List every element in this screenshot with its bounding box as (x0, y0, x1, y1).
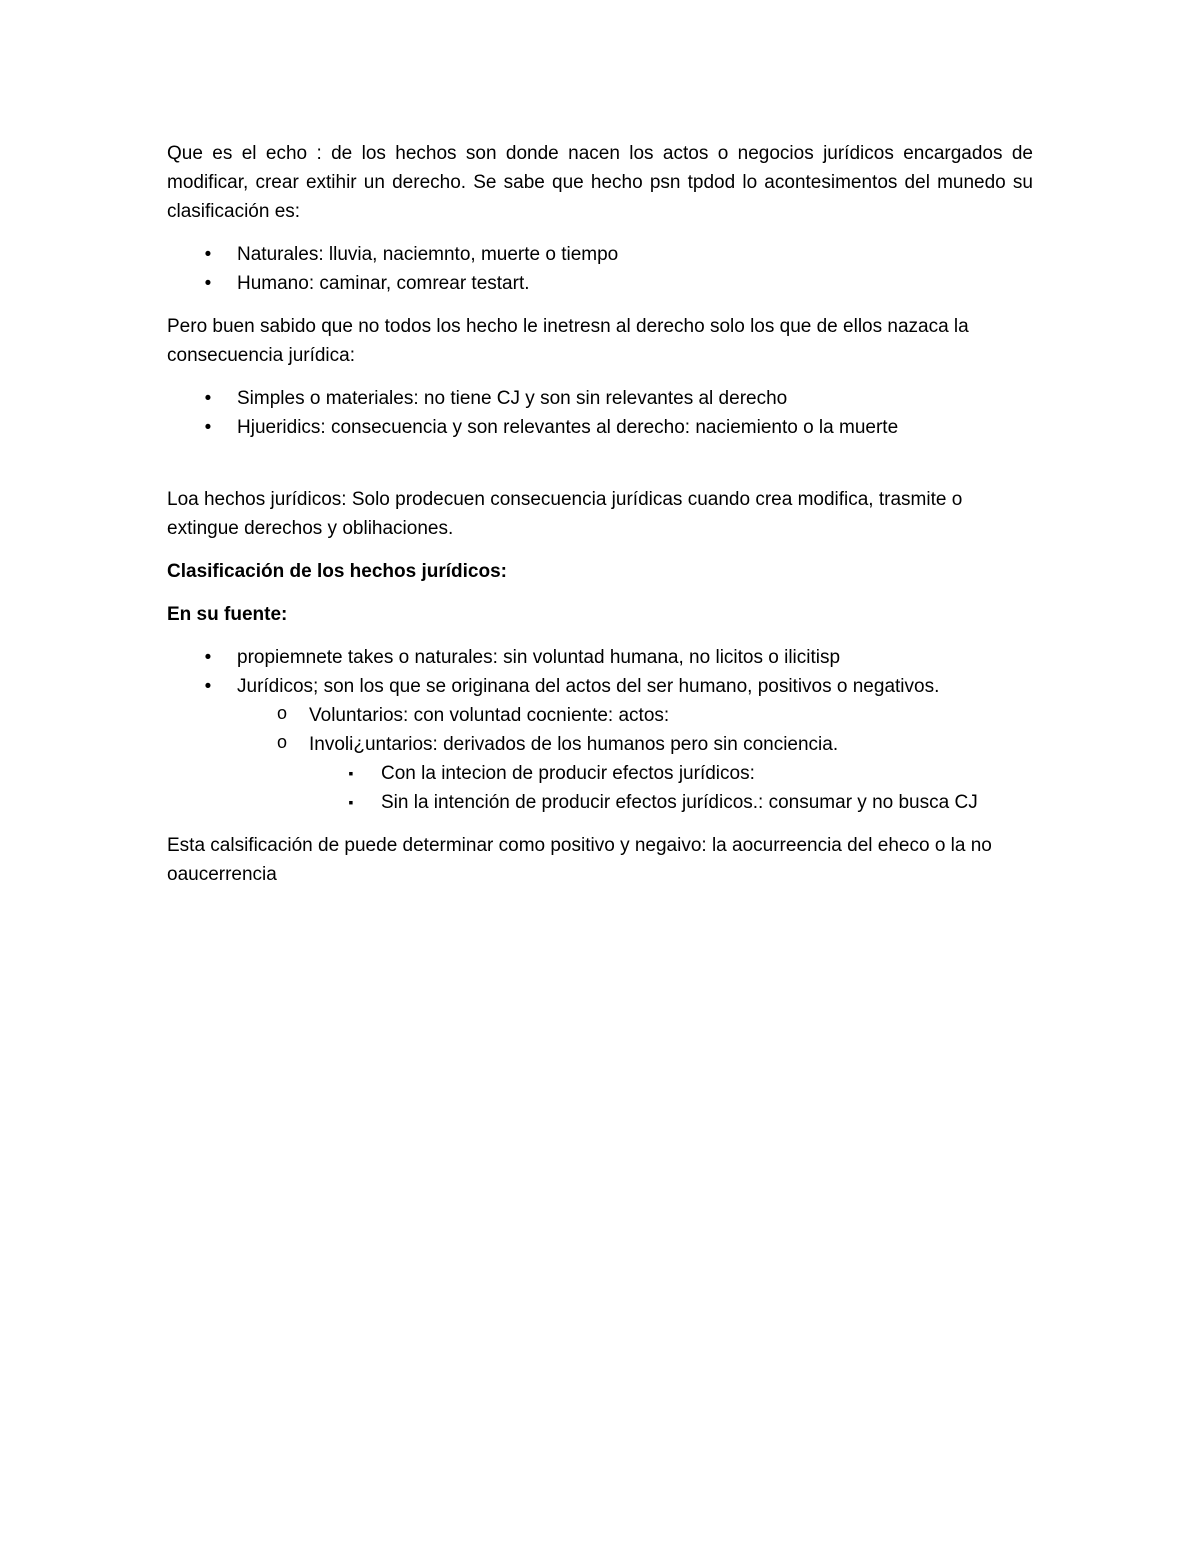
paragraph-juridic-facts: Loa hechos jurídicos: Solo prodecuen consecuencia jurídicas cuando crea modifica, trasmite o extingue derechos y oblihaciones. (167, 489, 963, 539)
bullet-icon: • (204, 273, 212, 294)
list-item (167, 240, 1033, 269)
bullet-icon: • (204, 676, 212, 697)
bullet-icon: • (204, 417, 212, 438)
sub-sub-list (309, 759, 1033, 817)
sub-sub-list-item-text: Con la intecion de producir efectos jurídicos: (381, 763, 755, 784)
natural-human-list (167, 240, 1033, 298)
heading-classification: Clasificación de los hechos jurídicos: (167, 561, 507, 582)
sub-sub-list-item (348, 788, 1033, 817)
list-item-text: Hjueridics: consecuencia y son relevantes al derecho: naciemiento o la muerte (237, 417, 899, 438)
sub-sub-list-item-text: Sin la intención de producir efectos jurídicos.: consumar y no busca CJ (381, 792, 978, 813)
list-item-text: propiemnete takes o naturales: sin voluntad humana, no licitos o ilicitisp (237, 647, 841, 668)
sub-list-item-text: Involi¿untarios: derivados de los humanos pero sin conciencia. (309, 734, 839, 755)
sub-list-item-text: Voluntarios: con voluntad cocniente: actos: (309, 705, 670, 726)
intro-paragraph: Que es el echo : de los hechos son donde nacen los actos o negocios jurídicos encargados de modificar, crear extihir un derecho. Se sabe que hecho psn tpdod lo acontesimentos del munedo su clasificación es: (167, 143, 1033, 222)
list-item-text: Humano: caminar, comrear testart. (237, 273, 530, 294)
sub-list-item (276, 701, 1033, 730)
list-item (167, 672, 1033, 817)
sub-list (237, 701, 1033, 817)
paragraph-consequence: Pero buen sabido que no todos los hecho le inetresn al derecho solo los que de ellos nazaca la consecuencia jurídica: (167, 316, 969, 366)
list-item (167, 643, 1033, 672)
source-list (167, 643, 1033, 817)
blank-line (167, 456, 1033, 485)
list-item-text: Naturales: lluvia, naciemnto, muerte o tiempo (237, 244, 619, 265)
sub-list-item (276, 730, 1033, 817)
list-item (167, 384, 1033, 413)
list-item (167, 413, 1033, 442)
list-item-text: Jurídicos; son los que se originana del actos del ser humano, positivos o negativos. (237, 676, 940, 697)
list-item-text: Simples o materiales: no tiene CJ y son sin relevantes al derecho (237, 388, 788, 409)
bullet-icon: • (204, 647, 212, 668)
heading-source: En su fuente: (167, 604, 288, 625)
document-page (167, 139, 1033, 903)
bullet-icon: • (204, 388, 212, 409)
paragraph-classification-note: Esta calsificación de puede determinar como positivo y negaivo: la aocurreencia del eheco o la no oaucerrencia (167, 835, 992, 885)
square-bullet-icon: ▪ (348, 794, 354, 810)
simple-juridic-list (167, 384, 1033, 442)
sub-sub-list-item (348, 759, 1033, 788)
circle-bullet-icon: o (276, 703, 287, 723)
bullet-icon: • (204, 244, 212, 265)
square-bullet-icon: ▪ (348, 765, 354, 781)
list-item (167, 269, 1033, 298)
circle-bullet-icon: o (276, 732, 287, 752)
